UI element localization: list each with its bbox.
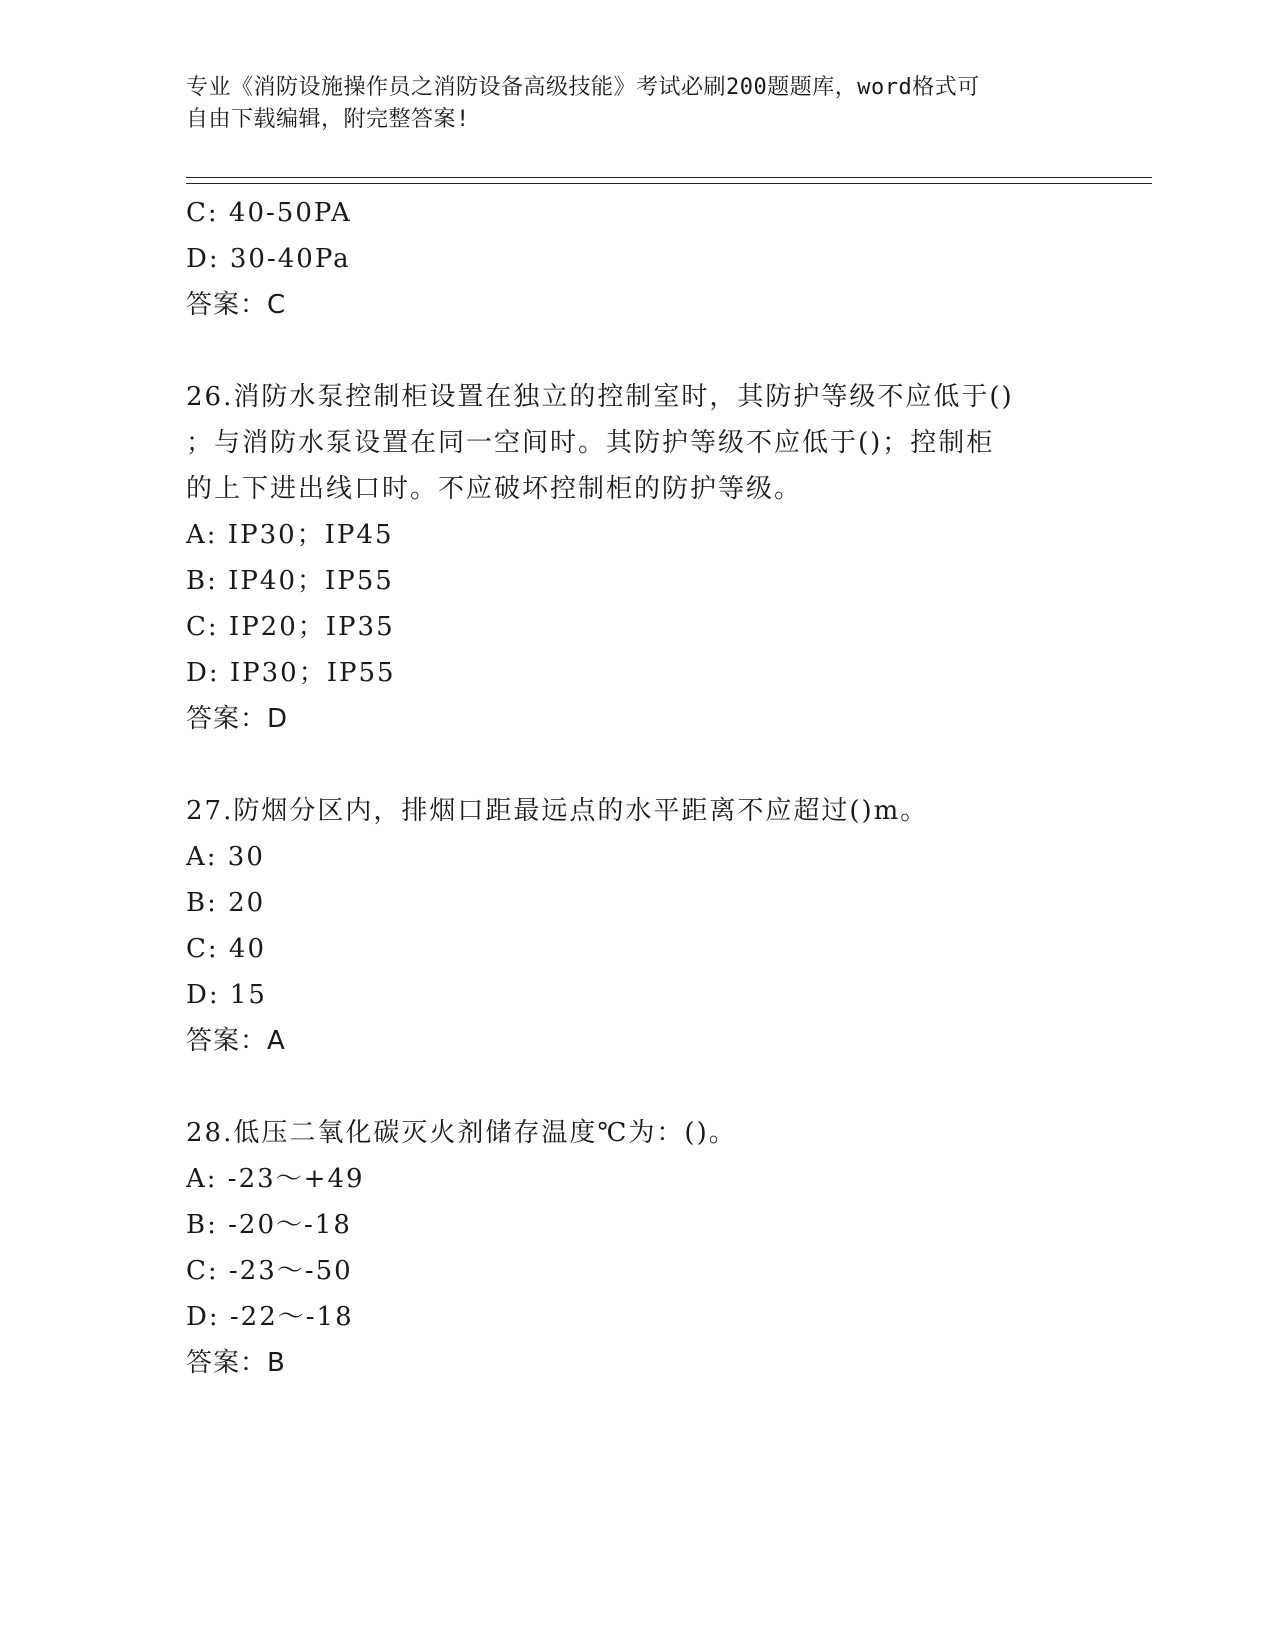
q28-option-c: C: -23～-50 bbox=[186, 1256, 353, 1286]
q27-answer: 答案：A bbox=[186, 1026, 286, 1056]
q26-option-a: A: IP30；IP45 bbox=[186, 520, 394, 550]
q28-answer: 答案：B bbox=[186, 1348, 286, 1378]
spacer bbox=[186, 1064, 1066, 1110]
spacer bbox=[186, 742, 1066, 788]
spacer bbox=[186, 328, 1066, 374]
question-27 bbox=[186, 788, 1066, 1064]
q26-option-b: B: IP40；IP55 bbox=[186, 566, 394, 596]
q26-stem-line-2: ；与消防水泵设置在同一空间时。其防护等级不应低于()；控制柜 bbox=[186, 428, 995, 458]
q27-stem-line-1: 27.防烟分区内，排烟口距最远点的水平距离不应超过()m。 bbox=[186, 796, 929, 826]
question-28 bbox=[186, 1110, 1066, 1386]
page-header bbox=[186, 72, 1066, 136]
q25-option-d: D: 30-40Pa bbox=[186, 244, 351, 274]
q27-option-b: B: 20 bbox=[186, 888, 266, 918]
q25-option-c: C: 40-50PA bbox=[186, 198, 352, 228]
q26-stem-line-3: 的上下进出线口时。不应破坏控制柜的防护等级。 bbox=[186, 474, 803, 504]
question-25-tail bbox=[186, 190, 1066, 328]
q27-option-c: C: 40 bbox=[186, 934, 267, 964]
q27-option-d: D: 15 bbox=[186, 980, 267, 1010]
q25-answer: 答案：C bbox=[186, 290, 287, 320]
header-title-line-2: 自由下载编辑，附完整答案! bbox=[186, 107, 470, 132]
question-26 bbox=[186, 374, 1066, 742]
q26-stem-line-1: 26.消防水泵控制柜设置在独立的控制室时，其防护等级不应低于() bbox=[186, 382, 1014, 412]
header-rule-bottom bbox=[186, 183, 1152, 184]
question-content bbox=[186, 190, 1066, 1386]
q28-stem-line-1: 28.低压二氧化碳灭火剂储存温度℃为：()。 bbox=[186, 1118, 737, 1148]
q28-option-b: B: -20～-18 bbox=[186, 1210, 352, 1240]
q28-option-a: A: -23～+49 bbox=[186, 1164, 365, 1194]
q28-option-d: D: -22～-18 bbox=[186, 1302, 354, 1332]
header-title-line-1: 专业《消防设施操作员之消防设备高级技能》考试必刷200题题库，word格式可 bbox=[186, 75, 980, 100]
q26-option-c: C: IP20；IP35 bbox=[186, 612, 395, 642]
q27-option-a: A: 30 bbox=[186, 842, 265, 872]
q26-answer: 答案：D bbox=[186, 704, 289, 734]
q26-option-d: D: IP30；IP55 bbox=[186, 658, 396, 688]
header-rule-top bbox=[186, 177, 1152, 178]
